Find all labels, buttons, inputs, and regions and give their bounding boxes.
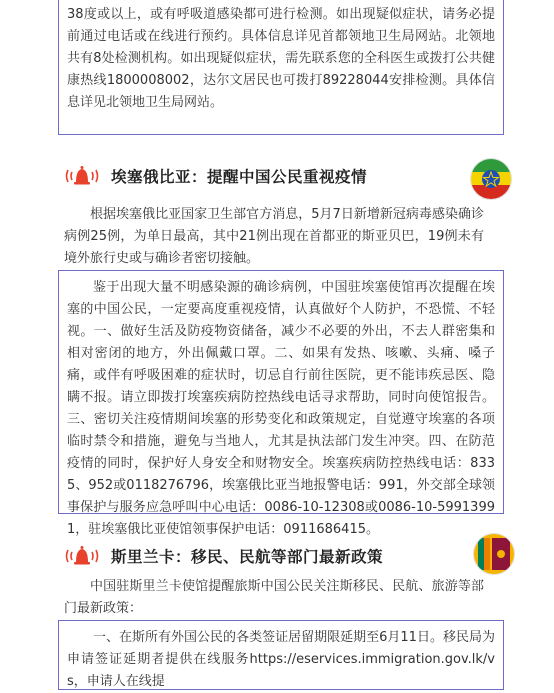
ethiopia-advice-box xyxy=(58,270,504,537)
section-title: 埃塞俄比亚：提醒中国公民重视疫情 xyxy=(111,168,368,186)
section-heading-ethiopia xyxy=(64,158,534,192)
sri-lanka-flag-icon xyxy=(473,533,515,575)
ethiopia-advice-text: 鉴于出现大量不明感染源的确诊病例，中国驻埃塞使馆再次提醒在埃塞的中国公民，一定要高度重视疫情，认真做好个人防护，不恐慌、不轻视。一、做好生活及防疫物资储备，减少不必要的外出，不去人群密集和相对密闭的地方，外出佩戴口罩。二、如果有发热、咳嗽、头痛、嗓子痛，或伴有呼吸困难的症状时，切忌自行前往医院，更不能讳疾忌医、隐瞒不报。请立即拨打埃塞疾病防控热线电话寻求帮助，同时向使馆报告。三、密切关注疫情期间埃塞的形势变化和政策规定，自觉遵守埃塞的各项临时禁令和措施，避免与当地人，尤其是执法部门发生冲突。四、在防范疫情的同时，保护好人身安全和财物安全。埃塞疾病防控热线电话：8335、952或0118276796，埃塞俄比亚当地报警电话：991，外交部全球领事保护与服务应急呼叫中心电话：0086-10-12308或0086-10-59913991，驻埃塞俄比亚使馆领事保护电话：0911686415。 xyxy=(67,280,495,537)
section-title: 斯里兰卡：移民、民航等部门最新政策 xyxy=(111,548,384,566)
ethiopia-flag-icon xyxy=(470,158,512,200)
ethiopia-intro xyxy=(64,204,484,270)
alarm-bell-icon xyxy=(64,544,100,568)
sri-lanka-intro xyxy=(64,576,484,620)
australia-info-text: 38度或以上，或有呼吸道感染都可进行检测。如出现疑似症状，请务必提前通过电话或在线进行预约。具体信息详见首都领地卫生局网站。北领地共有8处检测机构。如出现疑似症状，需先联系您的全科医生或拨打公共健康热线1800008002，达尔文居民也可拨打89228044安排检测。具体信息详见北领地卫生局网站。 xyxy=(67,7,495,110)
australia-info-box xyxy=(58,0,504,135)
sri-lanka-policy-text: 一、在斯所有外国公民的各类签证居留期限延期至6月11日。移民局为申请签证延期者提供在线服务https://eservices.immigration.gov.lk/vs，申请人在线提 xyxy=(67,630,495,689)
sri-lanka-intro-text: 中国驻斯里兰卡使馆提醒旅斯中国公民关注斯移民、民航、旅游等部门最新政策： xyxy=(64,579,484,616)
section-heading-sri-lanka xyxy=(64,538,534,572)
sri-lanka-policy-box xyxy=(58,620,504,690)
ethiopia-intro-text: 根据埃塞俄比亚国家卫生部官方消息，5月7日新增新冠病毒感染确诊病例25例，为单日最高，其中21例出现在首都亚的斯亚贝巴，19例未有境外旅行史或与确诊者密切接触。 xyxy=(64,207,484,266)
alarm-bell-icon xyxy=(64,164,100,188)
